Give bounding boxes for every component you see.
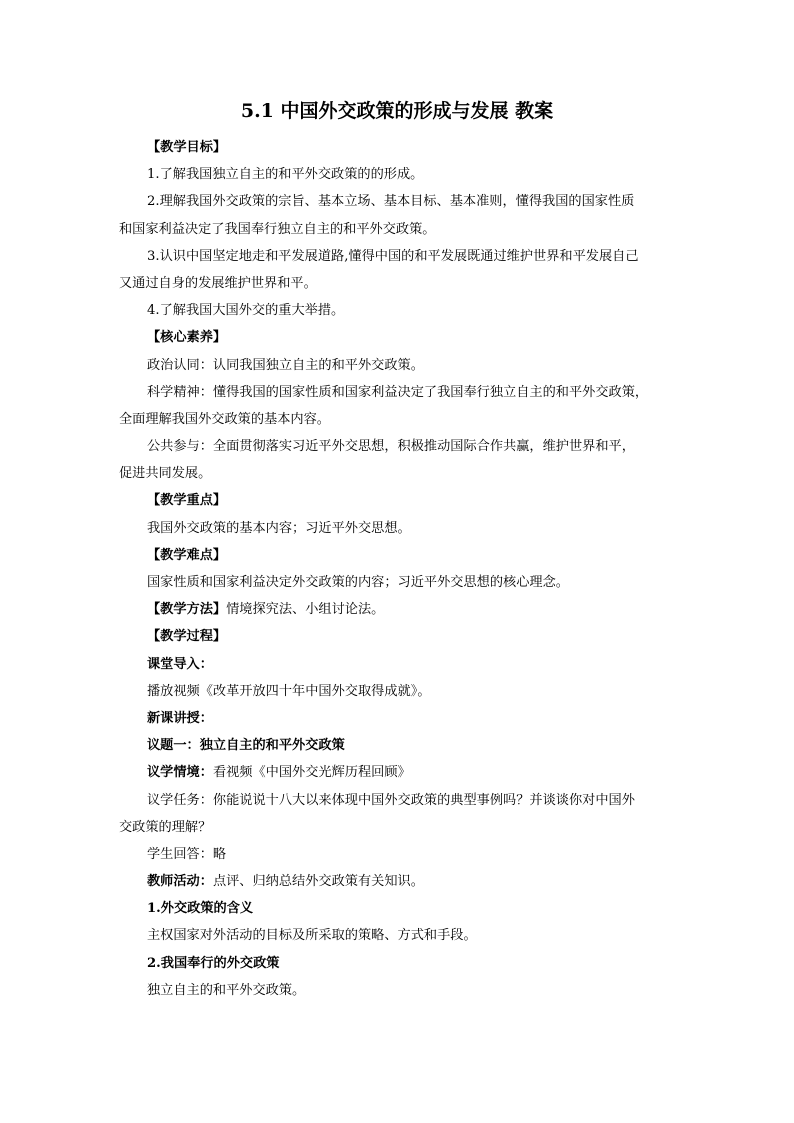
literacy-item-1: 政治认同：认同我国独立自主的和平外交政策。 (147, 357, 424, 373)
literacy-item-2-cont: 全面理解我国外交政策的基本内容。 (119, 411, 330, 427)
intro-text: 播放视频《改革开放四十年中国外交取得成就》。 (147, 683, 431, 699)
section-heading-key: 【教学重点】 (147, 493, 227, 509)
subheading-2: 2.我国奉行的外交政策 (147, 955, 280, 971)
literacy-item-2: 科学精神：懂得我国的国家性质和国家利益决定了我国奉行独立自主的和平外交政策， (147, 384, 649, 400)
scene-line (119, 759, 689, 786)
task-line-cont: 交政策的理解？ (119, 819, 212, 835)
new-lesson-label: 新课讲授： (147, 710, 213, 726)
section-heading-goals: 【教学目标】 (147, 140, 227, 155)
intro-label: 课堂导入： (147, 656, 213, 672)
topic-one-heading: 议题一：独立自主的和平外交政策 (147, 738, 345, 754)
goal-item-2: 2.理解我国外交政策的宗旨、基本立场、基本目标、基本准则，懂得我国的国家性质 (147, 194, 635, 210)
subheading-1-text: 主权国家对外活动的目标及所采取的策略、方式和手段。 (147, 928, 477, 944)
method-line (119, 596, 689, 623)
section-heading-process: 【教学过程】 (147, 629, 227, 645)
scene-label: 议学情境： (147, 765, 213, 781)
teacher-activity-text: 点评、归纳总结外交政策有关知识。 (212, 874, 424, 890)
section-heading-method: 【教学方法】 (147, 602, 227, 618)
goal-item-2-cont: 和国家利益决定了我国奉行独立自主的和平外交政策。 (119, 221, 436, 237)
teacher-activity-label: 教师活动： (147, 874, 213, 890)
task-line: 议学任务：你能说说十八大以来体现中国外交政策的典型事例吗？并谈谈你对中国外 (147, 792, 635, 808)
student-answer: 学生回答：略 (147, 846, 227, 862)
method-text: 情境探究法、小组讨论法。 (226, 602, 385, 618)
key-points-text: 我国外交政策的基本内容；习近平外交思想。 (147, 520, 411, 536)
scene-text: 看视频《中国外交光辉历程回顾》 (212, 765, 411, 781)
goal-item-3-cont: 又通过自身的发展维护世界和平。 (119, 275, 317, 291)
page-title: 5.1 中国外交政策的形成与发展 教案 (240, 100, 554, 122)
goal-item-1: 1.了解我国独立自主的和平外交政策的的形成。 (147, 167, 424, 183)
literacy-item-3: 公共参与：全面贯彻落实习近平外交思想，积极推动国际合作共赢，维护世界和平， (147, 439, 635, 455)
teacher-activity-line (119, 868, 689, 895)
difficult-points-text: 国家性质和国家利益决定外交政策的内容；习近平外交思想的核心理念。 (147, 575, 569, 590)
section-heading-difficult: 【教学难点】 (147, 547, 227, 563)
goal-item-3: 3.认识中国坚定地走和平发展道路,懂得中国的和平发展既通过维护世界和平发展自己 (147, 248, 639, 264)
literacy-item-3-cont: 促进共同发展。 (119, 466, 212, 482)
goal-item-4: 4.了解我国大国外交的重大举措。 (147, 303, 345, 319)
document-body (119, 134, 689, 1004)
subheading-2-text: 独立自主的和平外交政策。 (147, 982, 306, 998)
section-heading-literacy: 【核心素养】 (147, 330, 227, 346)
subheading-1: 1.外交政策的含义 (147, 901, 254, 917)
